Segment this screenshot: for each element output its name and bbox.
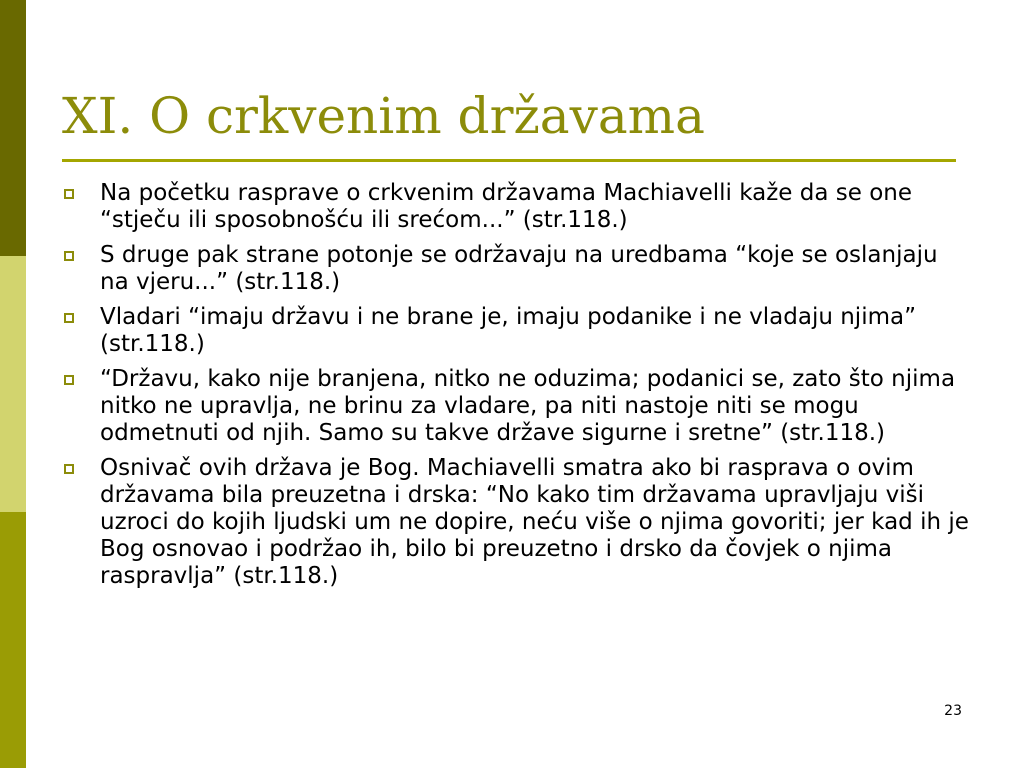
hollow-square-bullet-icon: [64, 251, 74, 261]
bullet-item: [62, 304, 972, 358]
sidebar-accent-bar: [0, 0, 26, 768]
hollow-square-bullet-icon: [64, 464, 74, 474]
title-underline: [62, 159, 956, 162]
sidebar-segment-bottom: [0, 512, 26, 768]
bullet-text: Na početku rasprave o crkvenim državama Machiavelli kaže da se one “stječu ili sposobnošću ili srećom...” (str.118.): [100, 180, 913, 233]
bullet-text: Osnivač ovih država je Bog. Machiavelli smatra ako bi rasprava o ovim državama bila preuzetna i drska: “No kako tim državama upravljaju viši uzroci do kojih ljudski um ne dopire, neću više o njima govoriti; jer kad ih je Bog osnovao i podržao ih, bilo bi preuzetno i drsko da čovjek o njima raspravlja” (str.118.): [100, 455, 969, 589]
hollow-square-bullet-icon: [64, 313, 74, 323]
bullet-item: [62, 242, 972, 296]
bullet-item: [62, 180, 972, 234]
bullet-text: S druge pak strane potonje se održavaju na uredbama “koje se oslanjaju na vjeru...” (str.118.): [100, 242, 938, 295]
hollow-square-bullet-icon: [64, 189, 74, 199]
bullet-item: [62, 366, 972, 447]
sidebar-segment-middle: [0, 256, 26, 512]
bullet-list: [62, 180, 972, 598]
slide-title: XI. O crkvenim državama: [62, 87, 705, 145]
bullet-text: “Državu, kako nije branjena, nitko ne oduzima; podanici se, zato što njima nitko ne upravlja, ne brinu za vladare, pa niti nastoje niti se mogu odmetnuti od njih. Samo su takve države sigurne i sretne” (str.118.): [100, 366, 956, 446]
sidebar-segment-top: [0, 0, 26, 256]
hollow-square-bullet-icon: [64, 375, 74, 385]
page-number: 23: [944, 703, 962, 719]
bullet-text: Vladari “imaju državu i ne brane je, imaju podanike i ne vladaju njima” (str.118.): [100, 304, 917, 357]
bullet-item: [62, 455, 972, 590]
